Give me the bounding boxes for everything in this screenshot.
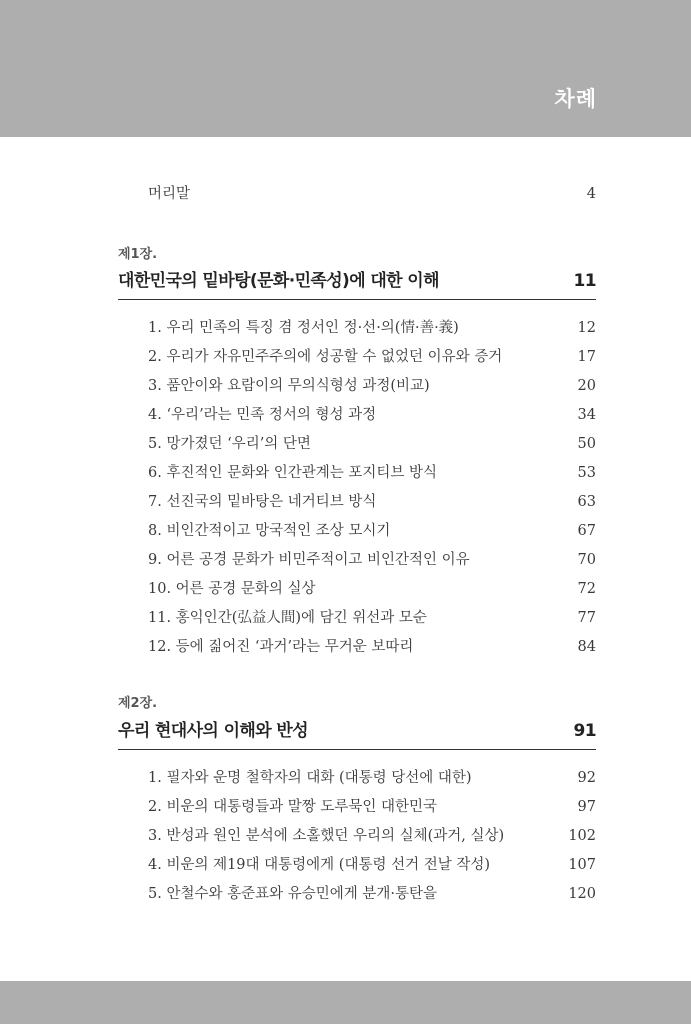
entry-title: 12. 등에 짊어진 ‘과거’라는 무거운 보따리 <box>148 639 414 655</box>
chapter-title: 대한민국의 밑바탕(문화·민족성)에 대한 이해 <box>118 271 439 291</box>
entry-title: 1. 필자와 운명 철학자의 대화 (대통령 당선에 대한) <box>148 770 472 786</box>
chapter-page: 91 <box>573 721 596 741</box>
entry-title: 5. 안철수와 홍준표와 유승민에게 분개·통탄을 <box>148 886 438 902</box>
entry-page: 120 <box>568 886 596 902</box>
toc-entry[interactable] <box>148 490 596 514</box>
entry-page: 67 <box>577 523 596 539</box>
toc-entry[interactable] <box>148 606 596 630</box>
entry-title: 8. 비인간적이고 망국적인 조상 모시기 <box>148 523 391 539</box>
toc-entry[interactable] <box>148 548 596 572</box>
toc-entry[interactable] <box>148 824 596 848</box>
toc-entry[interactable] <box>148 766 596 790</box>
entry-page: 53 <box>577 465 596 481</box>
entry-title: 2. 비운의 대통령들과 말짱 도루묵인 대한민국 <box>148 799 438 815</box>
entry-page: 97 <box>577 799 596 815</box>
toc-entry[interactable] <box>148 519 596 543</box>
chapter-1-label: 제1장. <box>118 247 158 262</box>
entry-page: 107 <box>568 857 596 873</box>
entry-page: 63 <box>577 494 596 510</box>
entry-page: 102 <box>568 828 596 844</box>
entry-title: 11. 홍익인간(弘益人間)에 담긴 위선과 모순 <box>148 610 427 626</box>
footer-band <box>0 981 691 1024</box>
page-title: 차례 <box>554 87 597 111</box>
chapter-divider <box>118 749 596 750</box>
entry-title: 5. 망가졌던 ‘우리’의 단면 <box>148 436 311 452</box>
entry-title: 3. 품안이와 요람이의 무의식형성 과정(비교) <box>148 378 430 394</box>
toc-entry[interactable] <box>148 853 596 877</box>
entry-title: 2. 우리가 자유민주주의에 성공할 수 없었던 이유와 증거 <box>148 349 503 365</box>
entry-page: 70 <box>577 552 596 568</box>
entry-title: 머리말 <box>148 186 191 202</box>
chapter-2-heading[interactable] <box>118 716 596 746</box>
entry-title: 7. 선진국의 밑바탕은 네거티브 방식 <box>148 494 377 510</box>
entry-page: 50 <box>577 436 596 452</box>
entry-page: 92 <box>577 770 596 786</box>
entry-page: 20 <box>577 378 596 394</box>
entry-page: 4 <box>586 186 596 202</box>
entry-page: 17 <box>577 349 596 365</box>
entry-title: 6. 후진적인 문화와 인간관계는 포지티브 방식 <box>148 465 438 481</box>
toc-entry[interactable] <box>148 345 596 369</box>
chapter-1-heading[interactable] <box>118 266 596 296</box>
toc-entry[interactable] <box>148 403 596 427</box>
toc-entry[interactable] <box>148 374 596 398</box>
toc-entry-preface[interactable] <box>148 182 596 206</box>
entry-title: 9. 어른 공경 문화가 비민주적이고 비인간적인 이유 <box>148 552 470 568</box>
toc-entry[interactable] <box>148 635 596 659</box>
entry-page: 84 <box>577 639 596 655</box>
header-band <box>0 0 691 137</box>
chapter-title: 우리 현대사의 이해와 반성 <box>118 721 308 741</box>
entry-title: 10. 어른 공경 문화의 실상 <box>148 581 316 597</box>
entry-page: 12 <box>577 320 596 336</box>
toc-entry[interactable] <box>148 316 596 340</box>
chapter-divider <box>118 299 596 300</box>
toc-entry[interactable] <box>148 432 596 456</box>
entry-page: 72 <box>577 581 596 597</box>
entry-title: 3. 반성과 원인 분석에 소홀했던 우리의 실체(과거, 실상) <box>148 828 505 844</box>
toc-entry[interactable] <box>148 882 596 906</box>
toc-entry[interactable] <box>148 795 596 819</box>
entry-page: 77 <box>577 610 596 626</box>
entry-title: 4. ‘우리’라는 민족 정서의 형성 과정 <box>148 407 377 423</box>
toc-entry[interactable] <box>148 577 596 601</box>
entry-title: 4. 비운의 제19대 대통령에게 (대통령 선거 전날 작성) <box>148 857 490 873</box>
chapter-2-label: 제2장. <box>118 696 158 711</box>
chapter-page: 11 <box>573 271 596 291</box>
toc-entry[interactable] <box>148 461 596 485</box>
entry-title: 1. 우리 민족의 특징 겸 정서인 정·선·의(情·善·義) <box>148 320 459 336</box>
entry-page: 34 <box>577 407 596 423</box>
